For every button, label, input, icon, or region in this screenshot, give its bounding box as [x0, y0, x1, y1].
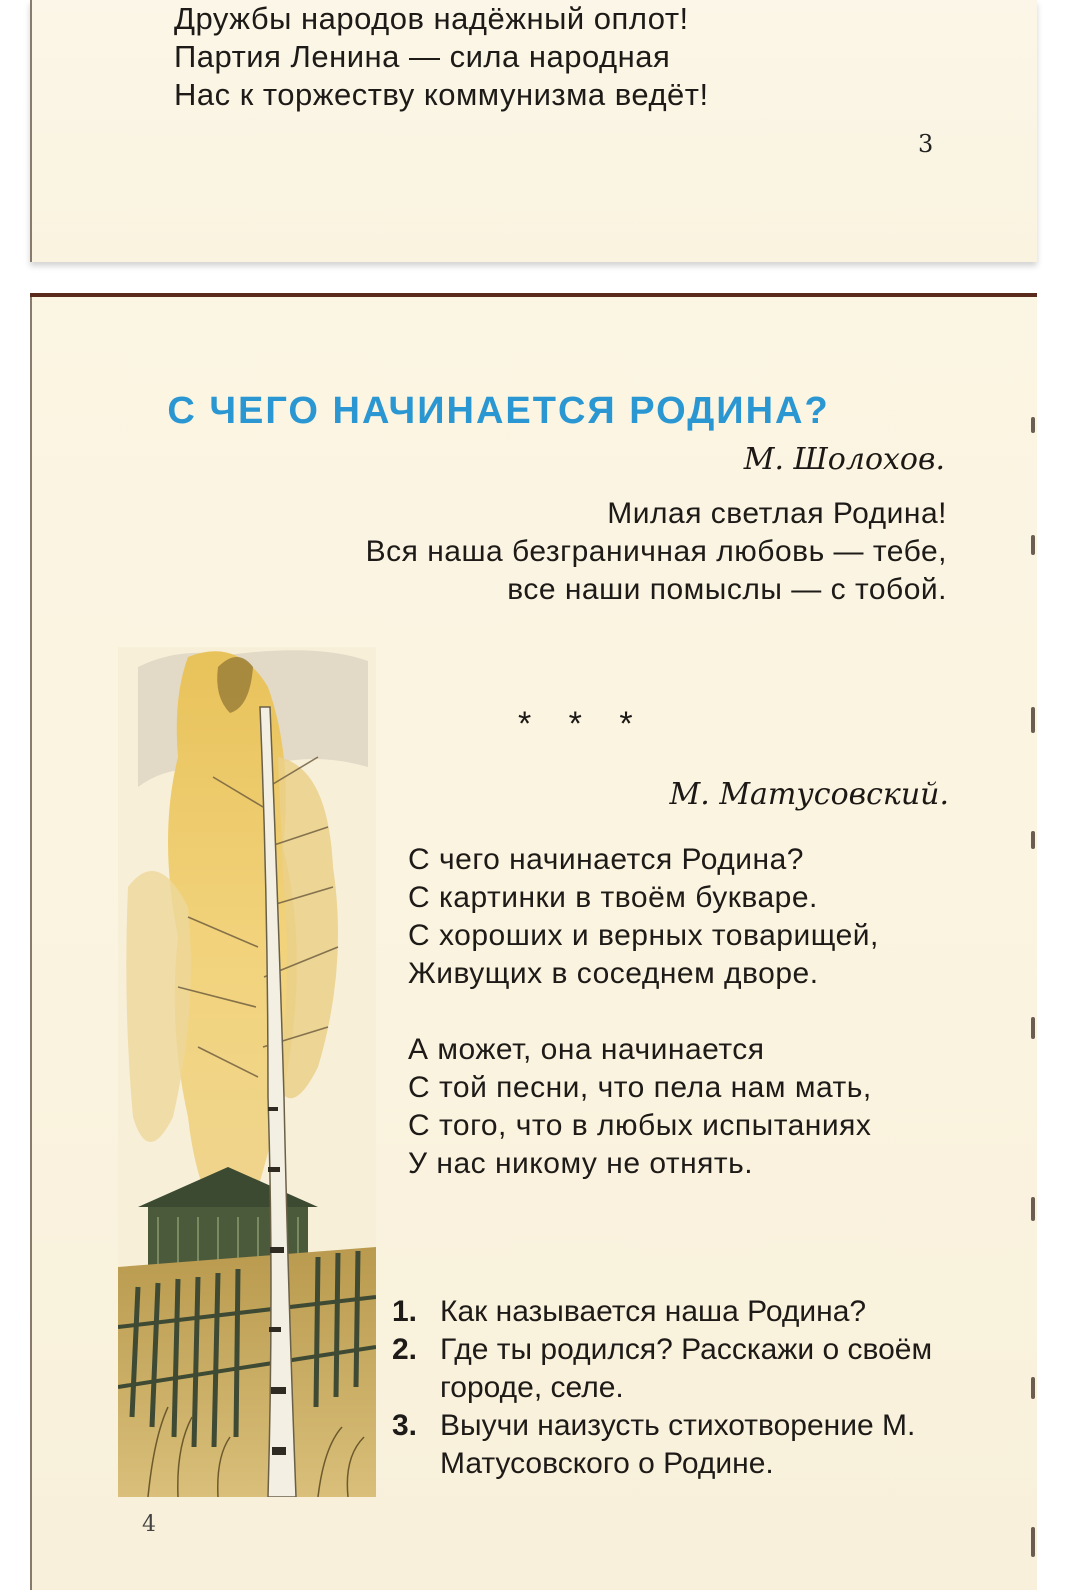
poem-author: М. Матусовский. — [669, 777, 949, 812]
poem-line: Нас к торжеству коммунизма ведёт! — [174, 77, 709, 112]
page-edge-mark — [1031, 831, 1035, 849]
section-separator: * * * — [518, 705, 647, 743]
question-item — [392, 1331, 952, 1407]
question-number: 2. — [392, 1333, 418, 1366]
poem-line: С того, что в любых испытаниях — [408, 1109, 872, 1142]
page-edge-mark — [1031, 1377, 1035, 1399]
questions-list — [392, 1293, 952, 1483]
question-number: 1. — [392, 1295, 418, 1328]
poem-line: С чего начинается Родина? — [408, 843, 804, 876]
poem-stanza — [408, 841, 879, 993]
page-4 — [30, 293, 1037, 1590]
poem-line: У нас никому не отнять. — [408, 1147, 754, 1180]
page-edge — [30, 297, 32, 1590]
quote-line: Милая светлая Родина! — [607, 497, 947, 530]
poem-line: А может, она начинается — [408, 1033, 765, 1066]
poem-line: С картинки в твоём букваре. — [408, 881, 818, 914]
page-edge-mark — [1031, 1197, 1035, 1221]
quote-author: М. Шолохов. — [743, 442, 945, 477]
poem-ending — [174, 0, 709, 114]
question-text: Где ты родился? Расскажи о своём городе, селе. — [440, 1333, 933, 1404]
quote-line: Вся наша безграничная любовь — тебе, — [365, 535, 947, 568]
poem-line: Партия Ленина — сила народная — [174, 39, 671, 74]
poem-stanza — [408, 1031, 872, 1183]
page-edge-mark — [1031, 1017, 1035, 1039]
poem-line: Дружбы народов надёжный оплот! — [174, 1, 689, 36]
question-number: 3. — [392, 1409, 418, 1442]
page-number: 3 — [918, 130, 934, 158]
page-edge — [30, 0, 32, 262]
poem-line: Живущих в соседнем дворе. — [408, 957, 819, 990]
page-number: 4 — [142, 1512, 156, 1537]
question-item — [392, 1407, 952, 1483]
quote-block — [366, 495, 947, 609]
page-title: С ЧЕГО НАЧИНАЕТСЯ РОДИНА? — [167, 390, 830, 433]
page-3 — [30, 0, 1037, 262]
question-item — [392, 1293, 952, 1331]
question-text: Выучи наизусть стихотворение М. Матусовского о Родине. — [440, 1409, 916, 1480]
poem-line: С той песни, что пела нам мать, — [408, 1071, 872, 1104]
question-text: Как называется наша Родина? — [440, 1295, 867, 1328]
page-edge-mark — [1031, 707, 1035, 733]
page-edge-mark — [1031, 1527, 1035, 1557]
birch-tree-illustration — [118, 647, 376, 1497]
page-edge-mark — [1031, 535, 1035, 555]
poem-line: С хороших и верных товарищей, — [408, 919, 879, 952]
quote-line: все наши помыслы — с тобой. — [507, 573, 947, 606]
